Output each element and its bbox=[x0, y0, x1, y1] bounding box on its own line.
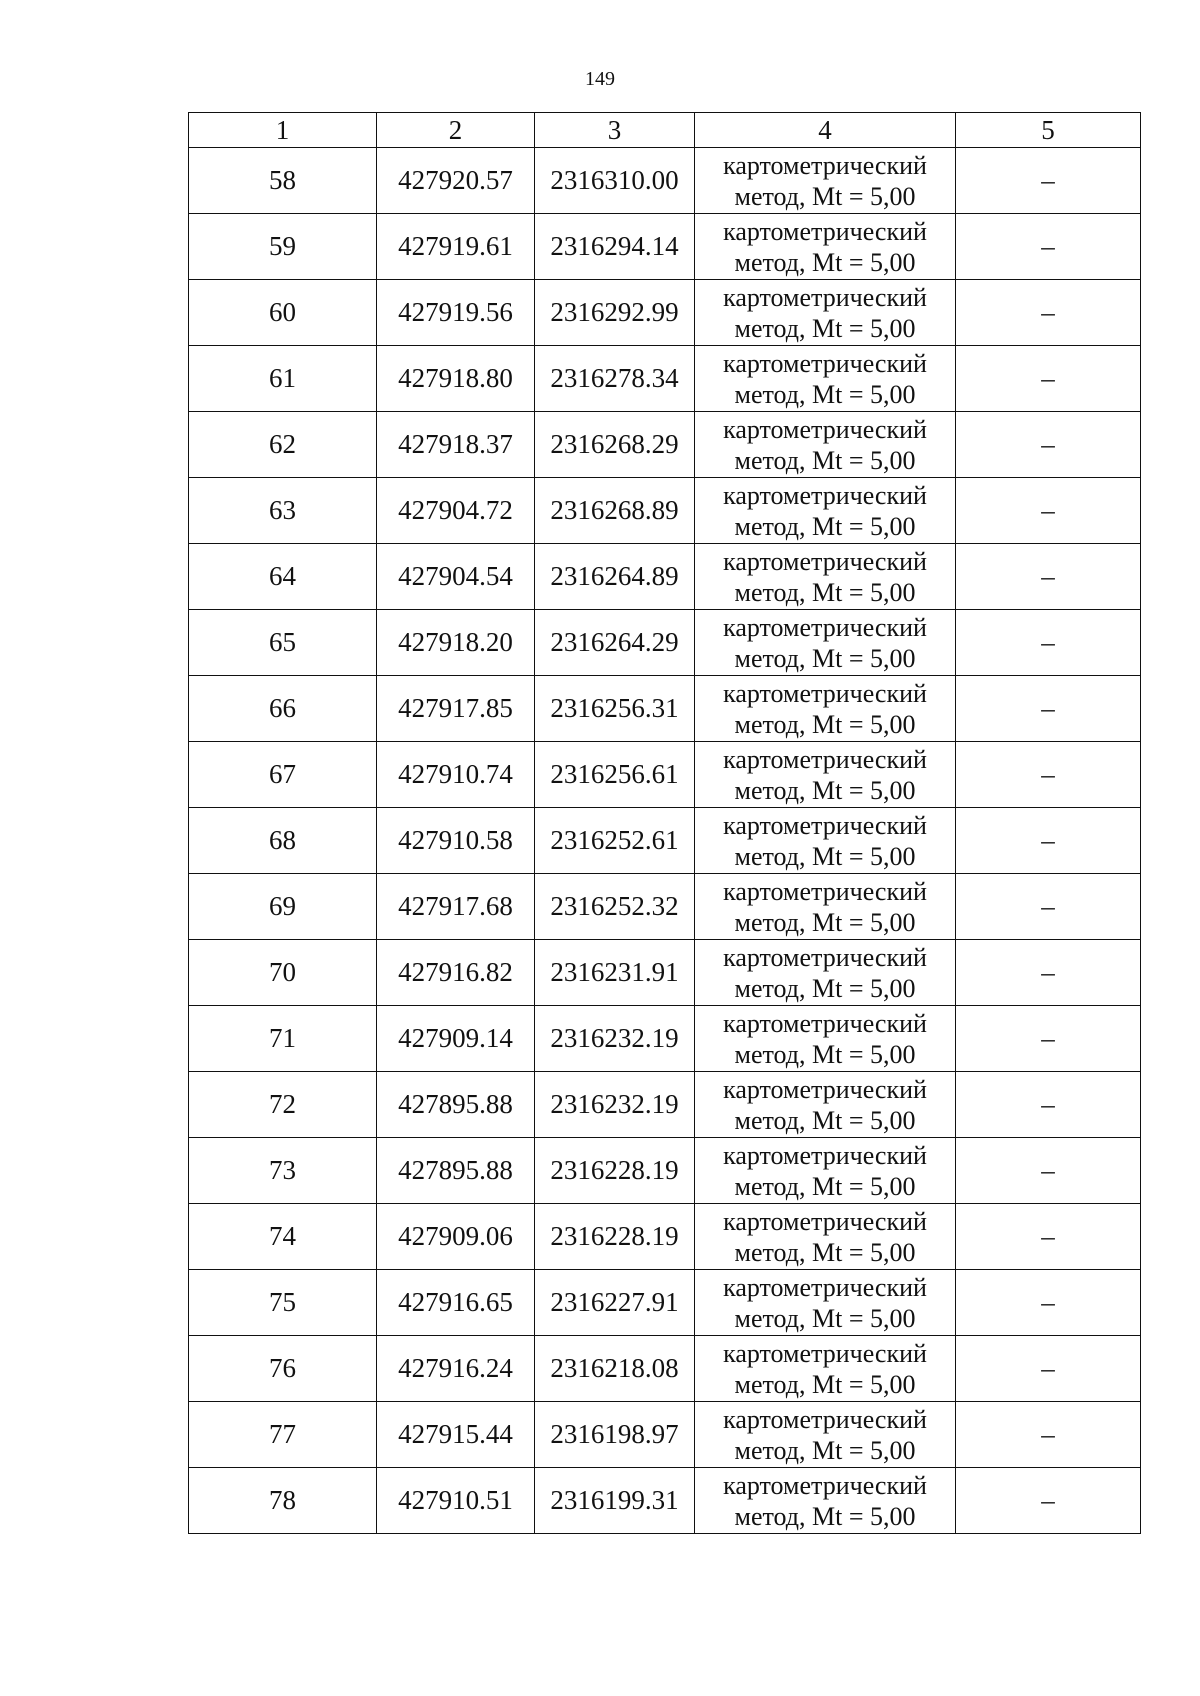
y-coordinate-cell: 2316294.14 bbox=[535, 214, 695, 280]
y-coordinate-cell: 2316268.29 bbox=[535, 412, 695, 478]
table-row bbox=[189, 148, 1141, 214]
point-number-cell: 67 bbox=[189, 742, 377, 808]
note-cell: – bbox=[956, 742, 1141, 808]
method-cell bbox=[695, 1402, 956, 1468]
y-coordinate-cell: 2316256.31 bbox=[535, 676, 695, 742]
method-name: картометрический bbox=[723, 678, 927, 708]
method-accuracy: метод, Mt = 5,00 bbox=[734, 1435, 916, 1465]
point-number-cell: 77 bbox=[189, 1402, 377, 1468]
method-name: картометрический bbox=[723, 348, 927, 378]
table-row bbox=[189, 346, 1141, 412]
y-coordinate-cell: 2316232.19 bbox=[535, 1006, 695, 1072]
method-name: картометрический bbox=[723, 612, 927, 642]
note-cell: – bbox=[956, 676, 1141, 742]
table-row bbox=[189, 1336, 1141, 1402]
x-coordinate-cell: 427895.88 bbox=[377, 1138, 535, 1204]
method-cell bbox=[695, 1006, 956, 1072]
table-row bbox=[189, 940, 1141, 1006]
point-number-cell: 75 bbox=[189, 1270, 377, 1336]
table-row bbox=[189, 1468, 1141, 1534]
method-name: картометрический bbox=[723, 150, 927, 180]
table-row bbox=[189, 676, 1141, 742]
y-coordinate-cell: 2316292.99 bbox=[535, 280, 695, 346]
table-row bbox=[189, 1006, 1141, 1072]
note-cell: – bbox=[956, 280, 1141, 346]
method-accuracy: метод, Mt = 5,00 bbox=[734, 1039, 916, 1069]
coordinates-table bbox=[188, 112, 1141, 1534]
y-coordinate-cell: 2316218.08 bbox=[535, 1336, 695, 1402]
column-header: 1 bbox=[189, 113, 377, 148]
method-accuracy: метод, Mt = 5,00 bbox=[734, 445, 916, 475]
note-cell: – bbox=[956, 874, 1141, 940]
method-accuracy: метод, Mt = 5,00 bbox=[734, 841, 916, 871]
method-cell bbox=[695, 412, 956, 478]
note-cell: – bbox=[956, 1468, 1141, 1534]
point-number-cell: 62 bbox=[189, 412, 377, 478]
method-name: картометрический bbox=[723, 1074, 927, 1104]
note-cell: – bbox=[956, 1336, 1141, 1402]
method-name: картометрический bbox=[723, 480, 927, 510]
method-cell bbox=[695, 280, 956, 346]
x-coordinate-cell: 427909.06 bbox=[377, 1204, 535, 1270]
y-coordinate-cell: 2316252.32 bbox=[535, 874, 695, 940]
x-coordinate-cell: 427918.20 bbox=[377, 610, 535, 676]
point-number-cell: 72 bbox=[189, 1072, 377, 1138]
x-coordinate-cell: 427916.24 bbox=[377, 1336, 535, 1402]
method-cell bbox=[695, 214, 956, 280]
table-row bbox=[189, 478, 1141, 544]
method-name: картометрический bbox=[723, 810, 927, 840]
method-cell bbox=[695, 874, 956, 940]
column-header: 5 bbox=[956, 113, 1141, 148]
x-coordinate-cell: 427917.68 bbox=[377, 874, 535, 940]
y-coordinate-cell: 2316198.97 bbox=[535, 1402, 695, 1468]
method-cell bbox=[695, 1204, 956, 1270]
method-cell bbox=[695, 808, 956, 874]
point-number-cell: 78 bbox=[189, 1468, 377, 1534]
point-number-cell: 61 bbox=[189, 346, 377, 412]
y-coordinate-cell: 2316252.61 bbox=[535, 808, 695, 874]
method-accuracy: метод, Mt = 5,00 bbox=[734, 1501, 916, 1531]
method-accuracy: метод, Mt = 5,00 bbox=[734, 643, 916, 673]
table-header-row bbox=[189, 113, 1141, 148]
table-row bbox=[189, 1270, 1141, 1336]
y-coordinate-cell: 2316227.91 bbox=[535, 1270, 695, 1336]
page-number: 149 bbox=[585, 68, 615, 90]
method-accuracy: метод, Mt = 5,00 bbox=[734, 511, 916, 541]
x-coordinate-cell: 427909.14 bbox=[377, 1006, 535, 1072]
y-coordinate-cell: 2316268.89 bbox=[535, 478, 695, 544]
table-row bbox=[189, 742, 1141, 808]
method-cell bbox=[695, 676, 956, 742]
x-coordinate-cell: 427904.54 bbox=[377, 544, 535, 610]
method-name: картометрический bbox=[723, 1338, 927, 1368]
note-cell: – bbox=[956, 1270, 1141, 1336]
y-coordinate-cell: 2316199.31 bbox=[535, 1468, 695, 1534]
method-accuracy: метод, Mt = 5,00 bbox=[734, 313, 916, 343]
point-number-cell: 68 bbox=[189, 808, 377, 874]
method-accuracy: метод, Mt = 5,00 bbox=[734, 973, 916, 1003]
method-cell bbox=[695, 1468, 956, 1534]
point-number-cell: 65 bbox=[189, 610, 377, 676]
method-cell bbox=[695, 1138, 956, 1204]
note-cell: – bbox=[956, 1006, 1141, 1072]
method-cell bbox=[695, 1336, 956, 1402]
note-cell: – bbox=[956, 346, 1141, 412]
point-number-cell: 76 bbox=[189, 1336, 377, 1402]
y-coordinate-cell: 2316264.89 bbox=[535, 544, 695, 610]
method-accuracy: метод, Mt = 5,00 bbox=[734, 775, 916, 805]
note-cell: – bbox=[956, 412, 1141, 478]
method-cell bbox=[695, 610, 956, 676]
method-name: картометрический bbox=[723, 414, 927, 444]
method-cell bbox=[695, 1072, 956, 1138]
note-cell: – bbox=[956, 1204, 1141, 1270]
method-name: картометрический bbox=[723, 216, 927, 246]
method-accuracy: метод, Mt = 5,00 bbox=[734, 379, 916, 409]
method-accuracy: метод, Mt = 5,00 bbox=[734, 247, 916, 277]
table-body bbox=[189, 148, 1141, 1534]
table-row bbox=[189, 544, 1141, 610]
x-coordinate-cell: 427910.51 bbox=[377, 1468, 535, 1534]
table-row bbox=[189, 412, 1141, 478]
column-header: 4 bbox=[695, 113, 956, 148]
method-accuracy: метод, Mt = 5,00 bbox=[734, 907, 916, 937]
x-coordinate-cell: 427915.44 bbox=[377, 1402, 535, 1468]
method-name: картометрический bbox=[723, 1008, 927, 1038]
method-cell bbox=[695, 742, 956, 808]
method-accuracy: метод, Mt = 5,00 bbox=[734, 577, 916, 607]
method-cell bbox=[695, 346, 956, 412]
note-cell: – bbox=[956, 478, 1141, 544]
column-header: 2 bbox=[377, 113, 535, 148]
method-name: картометрический bbox=[723, 876, 927, 906]
y-coordinate-cell: 2316228.19 bbox=[535, 1204, 695, 1270]
x-coordinate-cell: 427904.72 bbox=[377, 478, 535, 544]
method-name: картометрический bbox=[723, 1272, 927, 1302]
note-cell: – bbox=[956, 610, 1141, 676]
column-header: 3 bbox=[535, 113, 695, 148]
method-cell bbox=[695, 478, 956, 544]
note-cell: – bbox=[956, 1402, 1141, 1468]
table-row bbox=[189, 1072, 1141, 1138]
method-name: картометрический bbox=[723, 1404, 927, 1434]
method-accuracy: метод, Mt = 5,00 bbox=[734, 1303, 916, 1333]
y-coordinate-cell: 2316232.19 bbox=[535, 1072, 695, 1138]
point-number-cell: 63 bbox=[189, 478, 377, 544]
method-accuracy: метод, Mt = 5,00 bbox=[734, 1369, 916, 1399]
method-name: картометрический bbox=[723, 1206, 927, 1236]
table-row bbox=[189, 214, 1141, 280]
point-number-cell: 64 bbox=[189, 544, 377, 610]
x-coordinate-cell: 427919.56 bbox=[377, 280, 535, 346]
note-cell: – bbox=[956, 940, 1141, 1006]
method-accuracy: метод, Mt = 5,00 bbox=[734, 1105, 916, 1135]
note-cell: – bbox=[956, 1138, 1141, 1204]
x-coordinate-cell: 427919.61 bbox=[377, 214, 535, 280]
x-coordinate-cell: 427910.74 bbox=[377, 742, 535, 808]
method-accuracy: метод, Mt = 5,00 bbox=[734, 1171, 916, 1201]
method-accuracy: метод, Mt = 5,00 bbox=[734, 709, 916, 739]
x-coordinate-cell: 427920.57 bbox=[377, 148, 535, 214]
method-accuracy: метод, Mt = 5,00 bbox=[734, 1237, 916, 1267]
point-number-cell: 69 bbox=[189, 874, 377, 940]
method-cell bbox=[695, 1270, 956, 1336]
method-name: картометрический bbox=[723, 1140, 927, 1170]
y-coordinate-cell: 2316231.91 bbox=[535, 940, 695, 1006]
table-row bbox=[189, 808, 1141, 874]
method-name: картометрический bbox=[723, 282, 927, 312]
y-coordinate-cell: 2316228.19 bbox=[535, 1138, 695, 1204]
method-cell bbox=[695, 940, 956, 1006]
note-cell: – bbox=[956, 544, 1141, 610]
method-name: картометрический bbox=[723, 942, 927, 972]
table-row bbox=[189, 1204, 1141, 1270]
point-number-cell: 71 bbox=[189, 1006, 377, 1072]
x-coordinate-cell: 427917.85 bbox=[377, 676, 535, 742]
point-number-cell: 60 bbox=[189, 280, 377, 346]
table-row bbox=[189, 1402, 1141, 1468]
table-row bbox=[189, 874, 1141, 940]
note-cell: – bbox=[956, 214, 1141, 280]
point-number-cell: 59 bbox=[189, 214, 377, 280]
x-coordinate-cell: 427918.37 bbox=[377, 412, 535, 478]
y-coordinate-cell: 2316256.61 bbox=[535, 742, 695, 808]
method-name: картометрический bbox=[723, 546, 927, 576]
point-number-cell: 66 bbox=[189, 676, 377, 742]
x-coordinate-cell: 427910.58 bbox=[377, 808, 535, 874]
method-name: картометрический bbox=[723, 1470, 927, 1500]
point-number-cell: 58 bbox=[189, 148, 377, 214]
point-number-cell: 73 bbox=[189, 1138, 377, 1204]
note-cell: – bbox=[956, 1072, 1141, 1138]
note-cell: – bbox=[956, 808, 1141, 874]
method-cell bbox=[695, 148, 956, 214]
x-coordinate-cell: 427916.82 bbox=[377, 940, 535, 1006]
point-number-cell: 70 bbox=[189, 940, 377, 1006]
table-row bbox=[189, 280, 1141, 346]
point-number-cell: 74 bbox=[189, 1204, 377, 1270]
table-row bbox=[189, 1138, 1141, 1204]
y-coordinate-cell: 2316264.29 bbox=[535, 610, 695, 676]
y-coordinate-cell: 2316278.34 bbox=[535, 346, 695, 412]
x-coordinate-cell: 427895.88 bbox=[377, 1072, 535, 1138]
y-coordinate-cell: 2316310.00 bbox=[535, 148, 695, 214]
x-coordinate-cell: 427916.65 bbox=[377, 1270, 535, 1336]
method-accuracy: метод, Mt = 5,00 bbox=[734, 181, 916, 211]
table-row bbox=[189, 610, 1141, 676]
method-cell bbox=[695, 544, 956, 610]
method-name: картометрический bbox=[723, 744, 927, 774]
note-cell: – bbox=[956, 148, 1141, 214]
x-coordinate-cell: 427918.80 bbox=[377, 346, 535, 412]
